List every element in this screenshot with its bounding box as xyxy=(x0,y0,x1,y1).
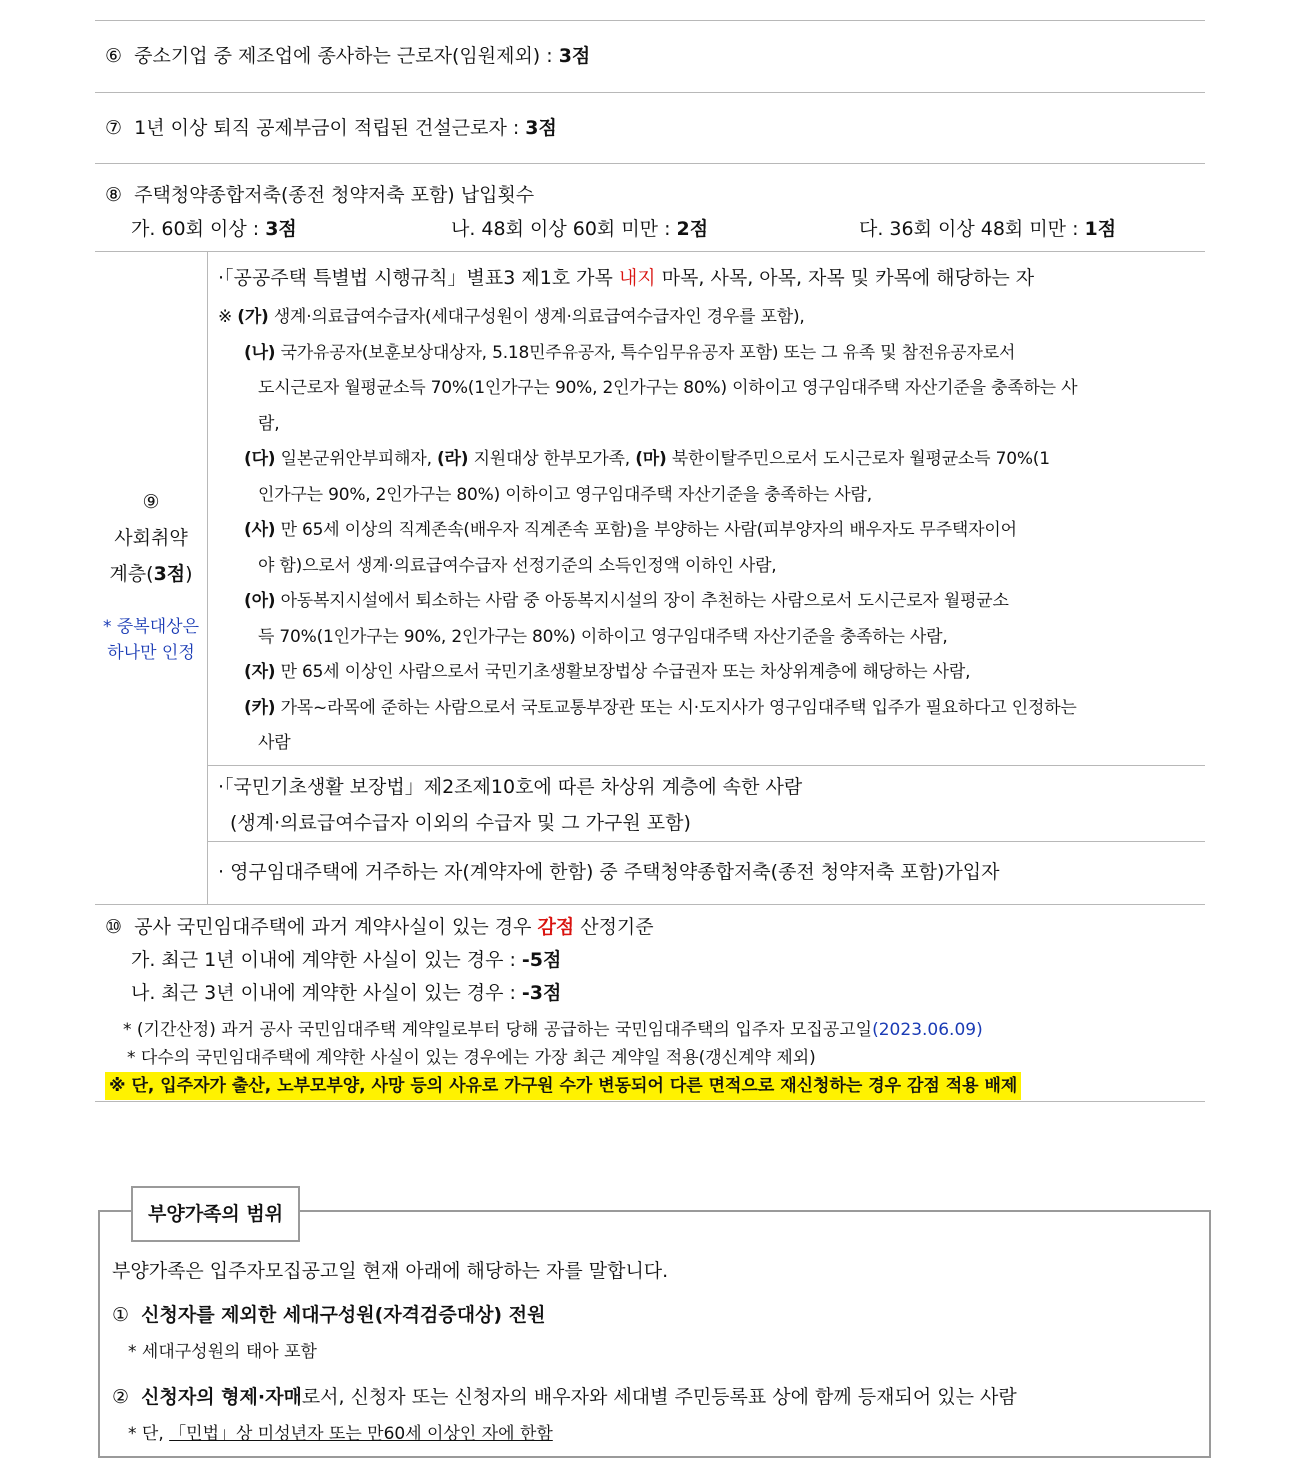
dependents-title: 부양가족의 범위 xyxy=(131,1186,300,1242)
item-9-heading: ·「공공주택 특별법 시행규칙」별표3 제1호 가목 내지 마목, 사목, 아목, 자목 및 카목에 해당하는 자 xyxy=(218,267,1035,289)
item-9-sa-cont: 야 함)으로서 생계·의료급여수급자 선정기준의 소득인정액 이하인 사람, xyxy=(258,555,777,576)
item-9-near-poverty-cell: ·「국민기초생활 보장법」제2조제10호에 따른 차상위 계층에 속한 사람 (생계·의료급여수급자 이외의 수급자 및 그 가구원 포함) xyxy=(208,766,1205,842)
item-9-table xyxy=(95,251,1205,904)
score-table xyxy=(95,0,1205,1102)
dependents-intro: 부양가족은 입주자모집공고일 현재 아래에 해당하는 자를 말합니다. xyxy=(112,1260,669,1282)
item-8-title: 주택청약종합저축(종전 청약저축 포함) 납입횟수 xyxy=(134,184,535,206)
item-8-option-c: 다. 36회 이상 48회 미만 : 1점 xyxy=(859,218,1117,240)
item-6 xyxy=(95,20,1205,92)
dependents-item-1-note: * 세대구성원의 태아 포함 xyxy=(128,1342,317,1362)
item-6-text: 중소기업 중 제조업에 종사하는 근로자(임원제외) : xyxy=(134,45,553,67)
item-7-score: 3점 xyxy=(525,117,557,139)
dependents-item-1: ① 신청자를 제외한 세대구성원(자격검증대상) 전원 xyxy=(112,1304,546,1326)
item-10-option-a: 가. 최근 1년 이내에 계약한 사실이 있는 경우 : -5점 xyxy=(131,949,562,971)
item-9-na-cont: 도시근로자 월평균소득 70%(1인가구는 90%, 2인가구는 80%) 이하이고 영구임대주택 자산기준을 충족하는 사 xyxy=(258,378,1078,398)
item-9-ka: (카) 가목~라목에 준하는 사람으로서 국토교통부장관 또는 시·도지사가 영구임대주택 입주가 필요하다고 인정하는 xyxy=(244,697,1077,718)
item-9-label: ⑨ 사회취약 계층(3점) xyxy=(109,491,193,585)
item-9-label-cell xyxy=(95,252,208,904)
item-9-permanent-rental-cell: · 영구임대주택에 거주하는 자(계약자에 한함) 중 주택청약종합저축(종전 청약저축 포함)가입자 xyxy=(218,861,1000,883)
item-8-option-a: 가. 60회 이상 : 3점 xyxy=(131,218,297,240)
item-8 xyxy=(95,163,1205,251)
item-9-ga: ※ (가) 생계·의료급여수급자(세대구성원이 생계·의료급여수급자인 경우를 포함), xyxy=(218,307,805,327)
item-9-ka-cont: 사람 xyxy=(258,733,291,753)
item-9-a-cont: 득 70%(1인가구는 90%, 2인가구는 80%) 이하이고 영구임대주택 자산기준을 충족하는 사람, xyxy=(258,626,948,647)
item-10-option-b: 나. 최근 3년 이내에 계약한 사실이 있는 경우 : -3점 xyxy=(131,982,562,1004)
item-6-score: 3점 xyxy=(558,45,591,67)
item-10-title: ⑩ 공사 국민임대주택에 과거 계약사실이 있는 경우 감점 산정기준 xyxy=(105,916,654,938)
item-6-number: ⑥ xyxy=(105,45,123,67)
item-10 xyxy=(95,904,1205,1102)
item-9-public-housing-cell xyxy=(208,252,1205,766)
item-10-highlight: ※ 단, 입주자가 출산, 노부모부양, 사망 등의 사유로 가구원 수가 변동되어 다른 면적으로 재신청하는 경우 감점 적용 배제 xyxy=(105,1072,1021,1100)
item-7 xyxy=(95,92,1205,163)
dependents-item-2-note: * 단, 「민법」상 미성년자 또는 만60세 이상인 자에 한함 xyxy=(128,1424,553,1444)
item-9-da-cont: 인가구는 90%, 2인가구는 80%) 이하이고 영구임대주택 자산기준을 충족하는 사람, xyxy=(258,484,872,505)
item-9-na: (나) 국가유공자(보훈보상대상자, 5.18민주유공자, 특수임무유공자 포함) 또는 그 유족 및 참전유공자로서 xyxy=(244,342,1016,363)
item-10-note-1: * (기간산정) 과거 공사 국민임대주택 계약일로부터 당해 공급하는 국민임대주택의 입주자 모집공고일(2023.06.09) xyxy=(123,1020,983,1040)
dependents-item-2: ② 신청자의 형제·자매로서, 신청자 또는 신청자의 배우자와 세대별 주민등록표 상에 함께 등재되어 있는 사람 xyxy=(112,1386,1017,1408)
item-7-number: ⑦ xyxy=(105,117,123,139)
item-9-ja: (자) 만 65세 이상인 사람으로서 국민기초생활보장법상 수급권자 또는 차상위계층에 해당하는 사람, xyxy=(244,662,971,682)
item-9-a: (아) 아동복지시설에서 퇴소하는 사람 중 아동복지시설의 장이 추천하는 사람으로서 도시근로자 월평균소 xyxy=(244,591,1009,611)
dependents-box xyxy=(98,1210,1211,1458)
item-9-note: * 중복대상은 하나만 인정 xyxy=(102,617,199,663)
item-10-note-2: * 다수의 국민임대주택에 계약한 사실이 있는 경우에는 가장 최근 계약일 적용(갱신계약 제외) xyxy=(127,1048,816,1068)
item-8-number: ⑧ xyxy=(105,184,123,206)
item-8-option-b: 나. 48회 이상 60회 미만 : 2점 xyxy=(451,218,709,240)
item-9-da: (다) 일본군위안부피해자, (라) 지원대상 한부모가족, (마) 북한이탈주민으로서 도시근로자 월평균소득 70%(1 xyxy=(244,449,1050,469)
item-9-na-cont2: 람, xyxy=(258,413,280,434)
item-7-text: 1년 이상 퇴직 공제부금이 적립된 건설근로자 : xyxy=(134,117,520,139)
item-9-sa: (사) 만 65세 이상의 직계존속(배우자 직계존속 포함)을 부양하는 사람(피부양자의 배우자도 무주택자이어 xyxy=(244,520,1017,540)
